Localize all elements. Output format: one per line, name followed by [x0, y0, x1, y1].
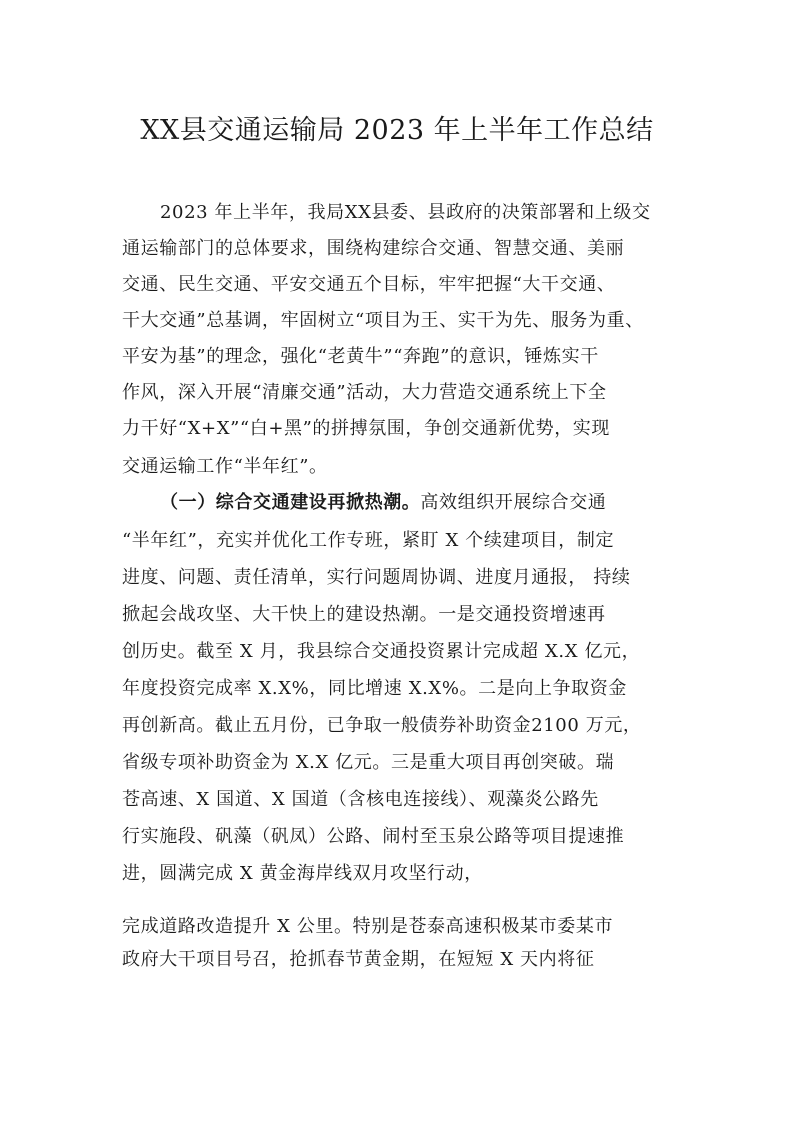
paragraph-line: 年度投资完成率 X.X%，同比增速 X.X%。二是向上争取资金 [122, 678, 627, 699]
paragraph-line: 创历史。截至 X 月，我县综合交通投资累计完成超 X.X 亿元， [122, 641, 641, 662]
paragraph-line: “半年红”，充实并优化工作专班，紧盯 X 个续建项目，制定 [122, 530, 615, 551]
paragraph-line: 进，圆满完成 X 黄金海岸线双月攻坚行动， [122, 863, 483, 884]
paragraph-line: 政府大干项目号召，抢抓春节黄金期，在短短 X 天内将征 [122, 949, 595, 970]
document-title: XX县交通运输局 2023 年上半年工作总结 [140, 115, 654, 146]
paragraph-line: 通运输部门的总体要求，围绕构建综合交通、智慧交通、美丽 [122, 238, 625, 259]
paragraph-line: 行实施段、矾藻（矾凤）公路、闹村至玉泉公路等项目提速推 [122, 826, 625, 847]
paragraph-line: 苍高速、X 国道、X 国道（含核电连接线）、观藻炎公路先 [122, 789, 599, 810]
paragraph-line: 作风，深入开展“清廉交通”活动，大力营造交通系统上下全 [122, 382, 607, 403]
paragraph-line: 省级专项补助资金为 X.X 亿元。三是重大项目再创突破。瑞 [122, 752, 615, 773]
paragraph-line: 再创新高。截止五月份，已争取一般债券补助资金2100 万元， [122, 715, 642, 736]
section-heading-line [160, 488, 606, 514]
section-heading: （一）综合交通建设再掀热潮。 [160, 492, 421, 513]
paragraph-line: 平安为基”的理念，强化“老黄牛”“奔跑”的意识，锤炼实干 [122, 346, 599, 367]
paragraph-line: 掀起会战攻坚、大干快上的建设热潮。一是交通投资增速再 [122, 604, 606, 625]
paragraph-line: 干大交通”总基调，牢固树立“项目为王、实干为先、服务为重、 [122, 310, 644, 331]
paragraph-line: 交通、民生交通、平安交通五个目标，牢牢把握“大干交通、 [122, 274, 616, 295]
section-heading-rest: 高效组织开展综合交通 [420, 492, 607, 513]
paragraph-line: 交通运输工作“半年红”。 [122, 456, 328, 477]
paragraph-line: 完成道路改造提升 X 公里。特别是苍泰高速积极某市委某市 [122, 916, 614, 937]
paragraph-line: 力干好“X+X”“白+黑”的拼搏氛围，争创交通新优势，实现 [122, 418, 610, 439]
paragraph-line: 进度、问题、责任清单，实行问题周协调、进度月通报， 持续 [122, 567, 631, 588]
paragraph-line: 2023 年上半年，我局XX县委、县政府的决策部署和上级交 [160, 202, 651, 223]
